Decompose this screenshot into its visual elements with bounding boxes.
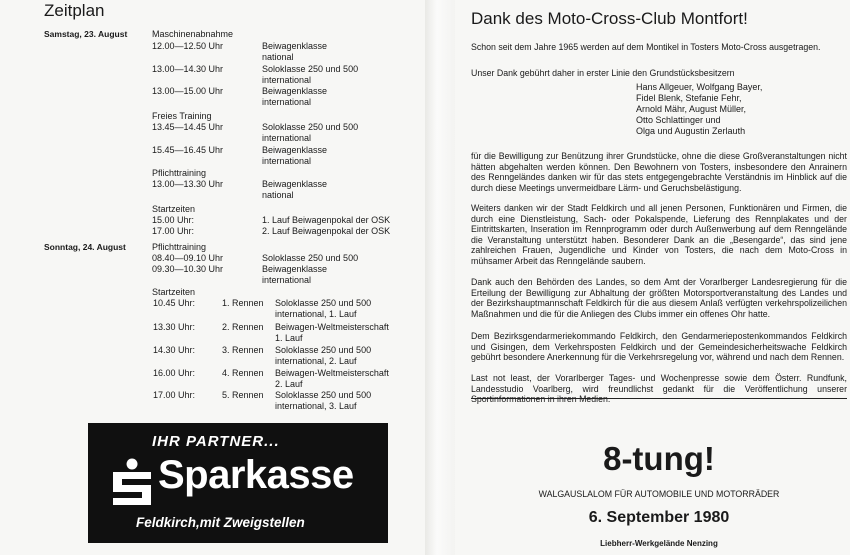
ad-partner-text: IHR PARTNER... [152, 433, 280, 450]
race-time: 13.30 Uhr: [153, 322, 196, 332]
owner-line: Hans Allgeuer, Wolfgang Bayer, [636, 82, 763, 92]
schedule-desc: Beiwagenklasse [262, 264, 328, 274]
owners-list [636, 82, 762, 137]
schedule-time: 08.40—09.10 Uhr [152, 253, 224, 263]
paragraph: Dem Bezirksgendarmeriekommando Feldkirch, den Gendarmeriepostenkommandos Feldkirch und Gisingen, dem Verkehrsposten Feldkirch und der Gemeindesicherheitswache Feldkirch gebührt besondere Anerkennung für die Verkehrsregelung vor, während und nach dem Rennen. [471, 331, 847, 363]
notice-event: WALGAUSLALOM FÜR AUTOMOBILE UND MOTORRÄDER [538, 489, 780, 499]
race-time: 17.00 Uhr: [153, 390, 196, 400]
schedule-desc: Beiwagenklasse [262, 145, 328, 155]
paragraph: Schon seit dem Jahre 1965 werden auf dem Montikel in Tosters Moto-Cross ausgetragen. [471, 42, 821, 52]
section-pflichttraining: Pflichttraining [152, 242, 207, 252]
schedule-desc: national [262, 52, 294, 62]
race-desc: international, 2. Lauf [275, 356, 357, 366]
schedule-time: 13.00—14.30 Uhr [152, 64, 224, 74]
race-time: 10.45 Uhr: [153, 298, 196, 308]
paragraph: Weiters danken wir der Stadt Feldkirch und all jenen Personen, Funktionären und Firmen, die durch eine Dienstleistung, Sach- oder Pokalspende, Lieferung des Rennplakates und der Eintrittskarten, Inseration im Rennprogramm oder durch Außenwerbung auf dem Renngelände die Veranstaltung unterstützt haben. Besonderer Dank an die „Besengarde“, das sind jene zahlreichen Frauen, Jugendliche und Kinder von Tosters, die nach dem Moto-Cross in mühsamer Arbeit das Renngelände saubern. [471, 203, 847, 266]
schedule-desc: international [262, 133, 312, 143]
race-number: 3. Rennen [222, 345, 264, 355]
schedule-desc: Soloklasse 250 und 500 [262, 122, 359, 132]
race-desc: Beiwagen-Weltmeisterschaft [275, 368, 389, 378]
sunday-label: Sonntag, 24. August [44, 242, 126, 252]
ad-brand: Sparkasse [158, 453, 354, 497]
race-desc: Soloklasse 250 und 500 [275, 345, 372, 355]
race-time: 14.30 Uhr: [153, 345, 196, 355]
section-freies-training: Freies Training [152, 111, 212, 121]
page-gutter [425, 0, 455, 555]
race-desc: international, 1. Lauf [275, 309, 357, 319]
schedule-time: 12.00—12.50 Uhr [152, 41, 224, 51]
race-desc: 2. Lauf [275, 379, 303, 389]
schedule-desc: international [262, 275, 312, 285]
section-startzeiten: Startzeiten [152, 204, 196, 214]
race-number: 2. Rennen [222, 322, 264, 332]
divider-line [471, 398, 847, 399]
race-desc: Beiwagen-Weltmeisterschaft [275, 322, 389, 332]
schedule-title: Zeitplan [44, 1, 105, 20]
thanks-title: Dank des Moto-Cross-Club Montfort! [471, 9, 748, 28]
schedule-desc: Beiwagenklasse [262, 41, 328, 51]
section-startzeiten: Startzeiten [152, 287, 196, 297]
race-desc: 1. Lauf [275, 333, 303, 343]
notice-date: 6. September 1980 [588, 509, 730, 526]
race-number: 5. Rennen [222, 390, 264, 400]
schedule-desc: Soloklasse 250 und 500 [262, 64, 359, 74]
schedule-time: 13.45—14.45 Uhr [152, 122, 224, 132]
schedule-time: 13.00—13.30 Uhr [152, 179, 224, 189]
race-desc: Soloklasse 250 und 500 [275, 298, 372, 308]
owner-line: Fidel Blenk, Stefanie Fehr, [636, 93, 742, 103]
owner-line: Arnold Mähr, August Müller, [636, 104, 747, 114]
section-pflichttraining: Pflichttraining [152, 168, 207, 178]
schedule-time: 13.00—15.00 Uhr [152, 86, 224, 96]
schedule-desc: international [262, 97, 312, 107]
race-desc: Soloklasse 250 und 500 [275, 390, 372, 400]
schedule-desc: Beiwagenklasse [262, 86, 328, 96]
schedule-time: 09.30—10.30 Uhr [152, 264, 224, 274]
paragraph: Last not least, der Vorarlberger Tages- und Wochenpresse sowie dem Österr. Rundfunk, Landesstudio Voarlberg, wird freundlichst gedankt für die Veröffentlichung unserer Sportinformationen in ihren Medien. [471, 373, 847, 405]
paragraph: für die Bewilligung zur Benützung ihrer Grundstücke, ohne die diese Großveranstaltungen nicht hätten abgehalten werden können. Den Bewohnern von Tosters, insbesondere den Anrainern des Renngeländes danken wir für das stets entgegengebrachte Verständnis im Hinblick auf die durch diese Meetings unvermeidbare Lärm- und Geruchsbelästigung. [471, 151, 847, 193]
notice-headline: 8-tung! [603, 440, 715, 477]
race-number: 1. Rennen [222, 298, 264, 308]
sparkasse-ad [88, 423, 388, 543]
ad-subline: Feldkirch,mit Zweigstellen [136, 515, 305, 530]
race-time: 16.00 Uhr: [153, 368, 196, 378]
schedule-desc: international [262, 75, 312, 85]
schedule-time: 17.00 Uhr: [152, 226, 195, 236]
owner-line: Otto Schlattinger und [636, 115, 721, 125]
race-desc: international, 3. Lauf [275, 401, 357, 411]
notice-place: Liebherr-Werkgelände Nenzing [600, 539, 718, 548]
race-number: 4. Rennen [222, 368, 264, 378]
schedule-desc: 1. Lauf Beiwagenpokal der OSK [262, 215, 391, 225]
section-maschinenabnahme: Maschinenabnahme [152, 29, 234, 39]
paragraph: Dank auch den Behörden des Landes, so dem Amt der Vorarlberger Landesregierung für die Erteilung der Bewilligung zur Abhaltung der größten Motorsportveranstaltung des Landes und der Bezirkshauptmannschaft Feldkirch für die aus diesem Anlaß verfügten verkehrspolizeilichen Maßnahmen und die für die Anliegen des Clubs immer ein offenes Ohr hatte. [471, 277, 847, 319]
schedule-desc: national [262, 190, 294, 200]
schedule-desc: Soloklasse 250 und 500 [262, 253, 359, 263]
schedule-desc: international [262, 156, 312, 166]
paragraph: Unser Dank gebührt daher in erster Linie den Grundstücksbesitzern [471, 68, 735, 78]
owner-line: Olga und Augustin Zerlauth [636, 126, 746, 136]
schedule-desc: 2. Lauf Beiwagenpokal der OSK [262, 226, 391, 236]
saturday-label: Samstag, 23. August [44, 29, 128, 39]
schedule-time: 15.00 Uhr: [152, 215, 195, 225]
schedule-time: 15.45—16.45 Uhr [152, 145, 224, 155]
schedule-desc: Beiwagenklasse [262, 179, 328, 189]
sparkasse-logo-icon [110, 457, 154, 505]
